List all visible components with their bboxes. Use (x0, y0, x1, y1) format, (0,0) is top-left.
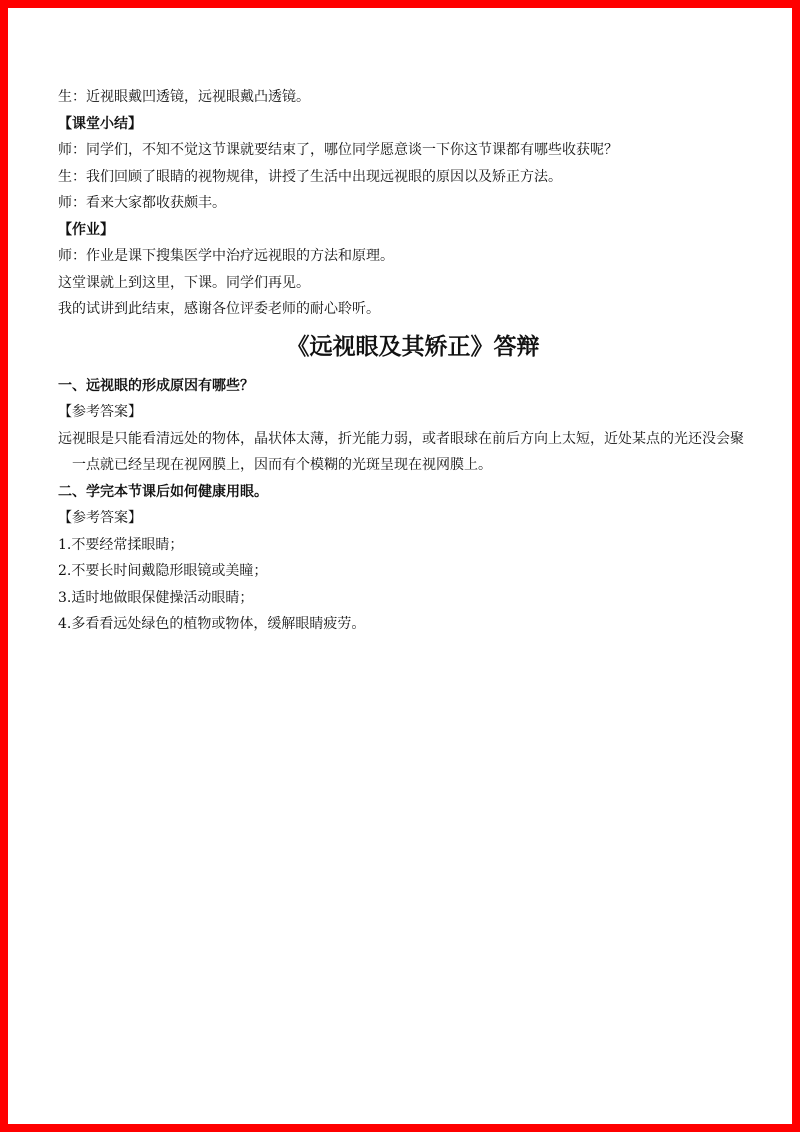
document-content (58, 84, 768, 638)
answer-item: 1.不要经常揉眼睛； (58, 536, 184, 553)
text-line: 师：同学们，不知不觉这节课就要结束了，哪位同学愿意谈一下你这节课都有哪些收获呢？ (58, 142, 618, 158)
answer-item: 3.适时地做眼保健操活动眼睛； (58, 589, 254, 606)
section-heading-homework: 【作业】 (58, 221, 114, 238)
section-heading-summary: 【课堂小结】 (58, 115, 142, 132)
page-title: 《远视眼及其矫正》答辩 (286, 333, 540, 360)
answer-item: 2.不要长时间戴隐形眼镜或美瞳； (58, 563, 268, 579)
text-line: 生：近视眼戴凹透镜，远视眼戴凸透镜。 (58, 89, 310, 105)
text-line: 这堂课就上到这里，下课。同学们再见。 (58, 274, 310, 291)
question-2: 二、学完本节课后如何健康用眼。 (58, 483, 268, 500)
reference-answer-label: 【参考答案】 (58, 404, 142, 420)
text-line: 师：作业是课下搜集医学中治疗远视眼的方法和原理。 (58, 248, 394, 264)
document-page (8, 8, 792, 1124)
text-line: 我的试讲到此结束，感谢各位评委老师的耐心聆听。 (58, 301, 380, 317)
reference-answer-label: 【参考答案】 (58, 510, 142, 526)
answer-1-line-2: 一点就已经呈现在视网膜上，因而有个模糊的光斑呈现在视网膜上。 (72, 457, 492, 473)
answer-1-line-1: 远视眼是只能看清远处的物体，晶状体太薄，折光能力弱，或者眼球在前后方向上太短，近处某点的光还没会聚 (58, 430, 744, 447)
question-1: 一、远视眼的形成原因有哪些？ (58, 377, 254, 394)
text-line: 师：看来大家都收获颇丰。 (58, 195, 226, 211)
text-line: 生：我们回顾了眼睛的视物规律，讲授了生活中出现远视眼的原因以及矫正方法。 (58, 168, 562, 185)
answer-item: 4.多看看远处绿色的植物或物体，缓解眼睛疲劳。 (58, 616, 366, 632)
